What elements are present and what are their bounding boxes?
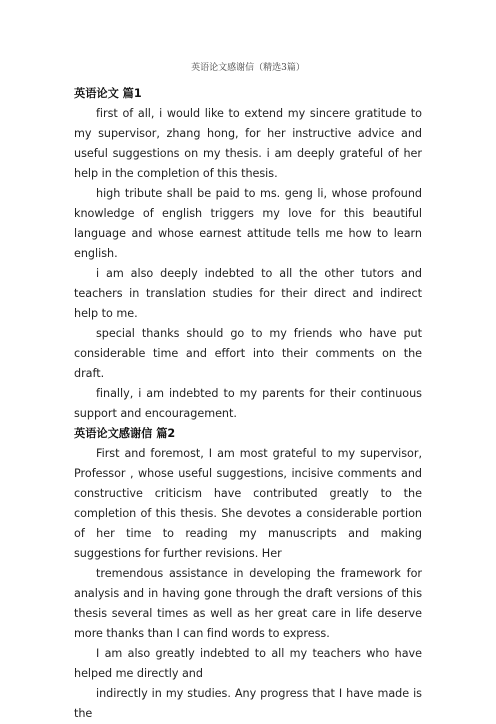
document-body [74,84,422,724]
paragraph: i am also deeply indebted to all the other tutors and teachers in translation studies for their direct and indirect help to me. [74,267,422,320]
section-2 [74,424,422,724]
paragraph: tremendous assistance in developing the framework for analysis and in having gone through the draft versions of this thesis several times as well as her great care in life deserve more thanks than I can find words to express. [74,567,422,640]
paragraph: indirectly in my studies. Any progress that I have made is the [74,687,422,720]
paragraph: finally, i am indebted to my parents for their continuous support and encouragement. [74,387,422,420]
document-title: 英语论文感谢信（精选3篇） [191,63,305,73]
paragraph: first of all, i would like to extend my sincere gratitude to my supervisor, zhang hong, for her instructive advice and useful suggestions on my thesis. i am deeply grateful of her help in the completion of this thesis. [74,107,422,180]
section-heading: 英语论文感谢信 篇2 [74,427,176,440]
paragraph: I am also greatly indebted to all my teachers who have helped me directly and [74,647,422,680]
paragraph: special thanks should go to my friends who have put considerable time and effort into their comments on the draft. [74,327,422,380]
section-1 [74,84,422,424]
paragraph: high tribute shall be paid to ms. geng li, whose profound knowledge of english triggers my love for this beautiful language and whose earnest attitude tells me how to learn english. [74,187,422,260]
section-heading: 英语论文 篇1 [74,87,142,100]
paragraph: First and foremost, I am most grateful to my supervisor, Professor , whose useful suggestions, incisive comments and constructive criticism have contributed greatly to the completion of this thesis. She devotes a considerable portion of her time to reading my manuscripts and making suggestions for further revisions. Her [74,447,422,560]
